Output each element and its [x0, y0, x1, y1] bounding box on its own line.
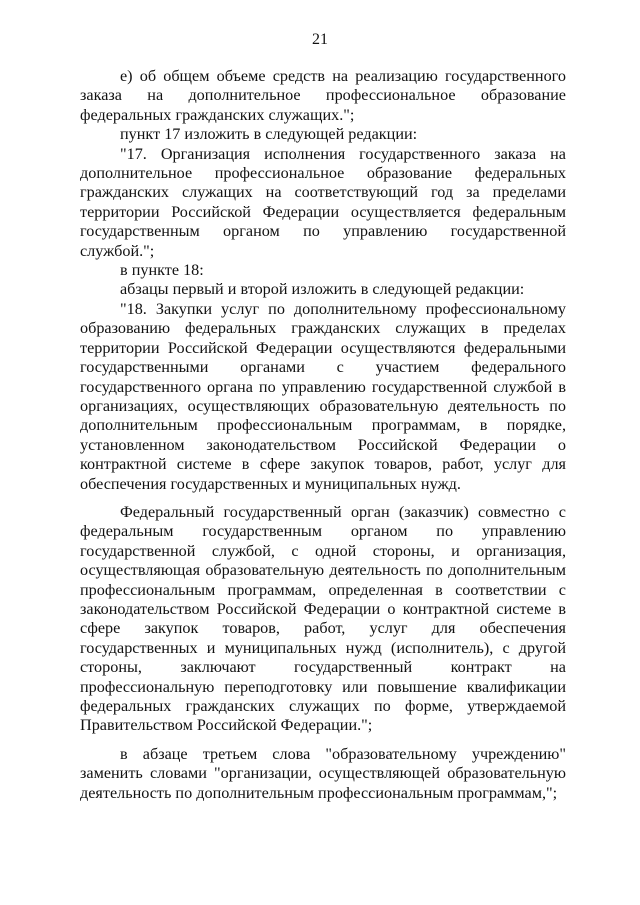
paragraph-clause-18-intro: в пункте 18:: [120, 261, 204, 280]
document-body: [80, 67, 566, 803]
paragraph-clause-17-instruction: пункт 17 изложить в следующей редакции:: [120, 125, 418, 144]
paragraph-clause-18-text: "18. Закупки услуг по дополнительному профессиональному образованию федеральных гражданских служащих в пределах территории Российской Федерации осуществляются федеральными государственными органами с участием федерального государственного органа по управлению государственной службой в организациях, осуществляющих образовательную деятельность по дополнительным профессиональным программам, в порядке, установленном законодательством Российской Федерации о контрактной системе в сфере закупок товаров, работ, услуг для обеспечения государственных и муниципальных нужд.: [80, 299, 566, 493]
paragraph-item-e: е) об общем объеме средств на реализацию государственного заказа на дополнительное профессиональное образование федеральных гражданских служащих.";: [80, 67, 566, 124]
paragraph-federal-body-contract: Федеральный государственный орган (заказчик) совместно с федеральным государственным органом по управлению государственной службой, с одной стороны, и организация, осуществляющая образовательную деятельность по дополнительным профессиональным программам, определенная в соответствии с законодательством Российской Федерации о контрактной системе в сфере закупок товаров, работ, услуг для обеспечения государственных и муниципальных нужд (исполнитель), с другой стороны, заключают государственный контракт на профессиональную переподготовку или повышение квалификации федеральных гражданских служащих по форме, утверждаемой Правительством Российской Федерации.";: [80, 502, 566, 735]
paragraph-third-abzats-replacement: в абзаце третьем слова "образовательному учреждению" заменить словами "организации, осуществляющей образовательную деятельность по дополнительным профессиональным программам,";: [80, 744, 566, 802]
paragraph-clause-18-instruction: абзацы первый и второй изложить в следующей редакции:: [120, 280, 525, 299]
page-number: 21: [312, 31, 328, 48]
paragraph-clause-17-text: "17. Организация исполнения государственного заказа на дополнительное профессиональное образование федеральных гражданских служащих на соответствующий год за пределами территории Российской Федерации осуществляется федеральным государственным органом по управлению государственной службой.";: [80, 144, 566, 260]
